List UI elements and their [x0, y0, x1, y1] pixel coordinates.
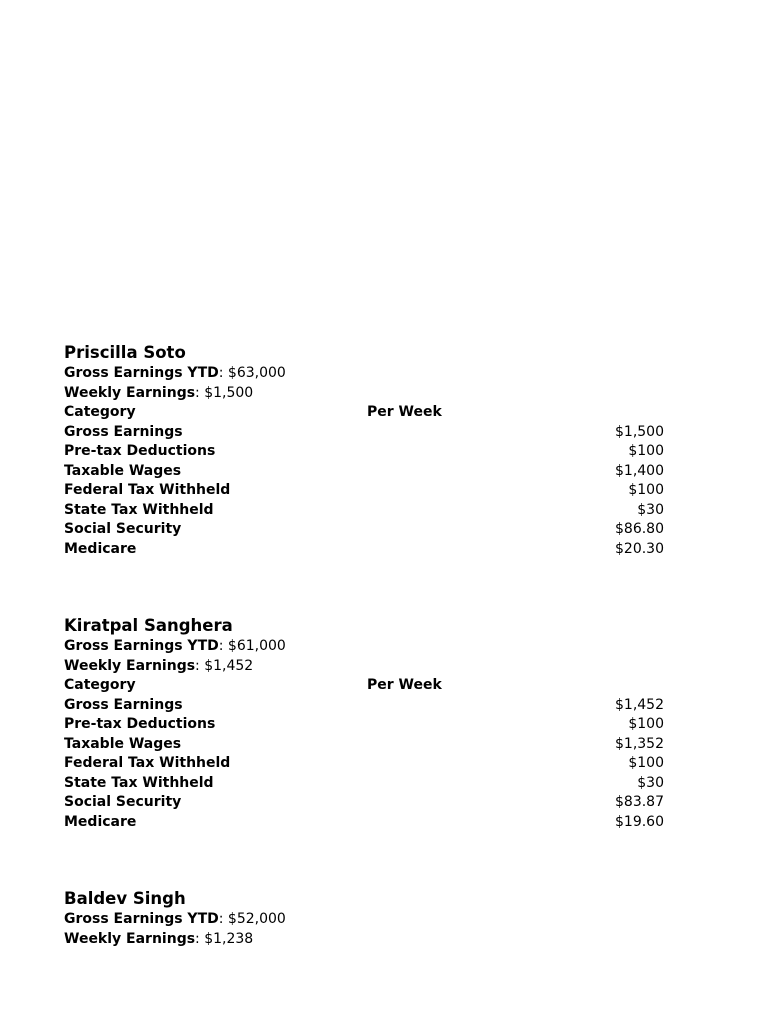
- row-amount: $1,352: [615, 735, 664, 752]
- table-row: [64, 481, 664, 501]
- row-amount: $1,452: [615, 696, 664, 713]
- row-category: Medicare: [64, 540, 137, 557]
- row-amount: $30: [637, 774, 664, 791]
- row-amount: $86.80: [615, 521, 664, 537]
- gross-earnings-ytd-value: : $61,000: [218, 638, 286, 654]
- row-category: Federal Tax Withheld: [64, 482, 231, 498]
- employee-name: Kiratpal Sanghera: [64, 616, 233, 635]
- table-row: [64, 715, 664, 735]
- row-category: State Tax Withheld: [64, 501, 214, 518]
- table-row: [64, 462, 664, 482]
- gross-earnings-ytd: [64, 364, 664, 384]
- row-category: Pre-tax Deductions: [64, 443, 216, 459]
- row-category: Social Security: [64, 794, 182, 810]
- table-row: [64, 540, 664, 560]
- row-category: Federal Tax Withheld: [64, 755, 231, 771]
- weekly-earnings-value: : $1,452: [195, 657, 254, 674]
- table-row: [64, 754, 664, 774]
- gross-earnings-ytd-label: Gross Earnings YTD: [64, 365, 219, 381]
- header-category: Category: [64, 404, 136, 420]
- table-row: [64, 501, 664, 521]
- pay-table: [64, 676, 664, 832]
- employee-section: [64, 888, 664, 949]
- row-category: Social Security: [64, 521, 182, 537]
- weekly-earnings: [64, 384, 664, 404]
- row-amount: $100: [628, 443, 664, 459]
- row-category: Gross Earnings: [64, 423, 183, 440]
- table-row: [64, 520, 664, 540]
- table-row: [64, 774, 664, 794]
- table-row: [64, 813, 664, 833]
- row-category: Gross Earnings: [64, 696, 183, 713]
- header-spacer: [467, 676, 664, 696]
- weekly-earnings-label: Weekly Earnings: [64, 930, 196, 947]
- weekly-earnings: [64, 930, 664, 950]
- table-row: [64, 793, 664, 813]
- row-amount: $30: [637, 501, 664, 518]
- gross-earnings-ytd-value: : $52,000: [218, 911, 286, 927]
- table-row: [64, 735, 664, 755]
- row-amount: $100: [628, 716, 664, 732]
- table-row: [64, 696, 664, 716]
- row-amount: $83.87: [615, 794, 664, 810]
- row-category: Pre-tax Deductions: [64, 716, 216, 732]
- employee-section: [64, 615, 664, 832]
- header-per-week: Per Week: [367, 677, 442, 693]
- row-category: Taxable Wages: [64, 462, 182, 479]
- gross-earnings-ytd-label: Gross Earnings YTD: [64, 911, 219, 927]
- row-amount: $100: [628, 755, 664, 771]
- weekly-earnings-label: Weekly Earnings: [64, 384, 196, 401]
- header-category: Category: [64, 677, 136, 693]
- gross-earnings-ytd-label: Gross Earnings YTD: [64, 638, 219, 654]
- employee-name: Priscilla Soto: [64, 343, 186, 362]
- gross-earnings-ytd-value: : $63,000: [218, 365, 286, 381]
- header-spacer: [467, 403, 664, 423]
- header-per-week: Per Week: [367, 404, 442, 420]
- table-row: [64, 423, 664, 443]
- weekly-earnings-label: Weekly Earnings: [64, 657, 196, 674]
- row-amount: $20.30: [615, 540, 664, 557]
- employee-section: [64, 342, 664, 559]
- table-row: [64, 442, 664, 462]
- gross-earnings-ytd: [64, 637, 664, 657]
- weekly-earnings: [64, 657, 664, 677]
- row-category: Medicare: [64, 813, 137, 830]
- row-amount: $1,400: [615, 462, 664, 479]
- weekly-earnings-value: : $1,238: [195, 930, 254, 947]
- row-category: Taxable Wages: [64, 735, 182, 752]
- row-amount: $100: [628, 482, 664, 498]
- table-header-row: [64, 676, 664, 696]
- weekly-earnings-value: : $1,500: [195, 384, 254, 401]
- pay-table: [64, 403, 664, 559]
- employee-name: Baldev Singh: [64, 889, 186, 908]
- row-amount: $19.60: [615, 813, 664, 830]
- table-header-row: [64, 403, 664, 423]
- row-amount: $1,500: [615, 423, 664, 440]
- gross-earnings-ytd: [64, 910, 664, 930]
- row-category: State Tax Withheld: [64, 774, 214, 791]
